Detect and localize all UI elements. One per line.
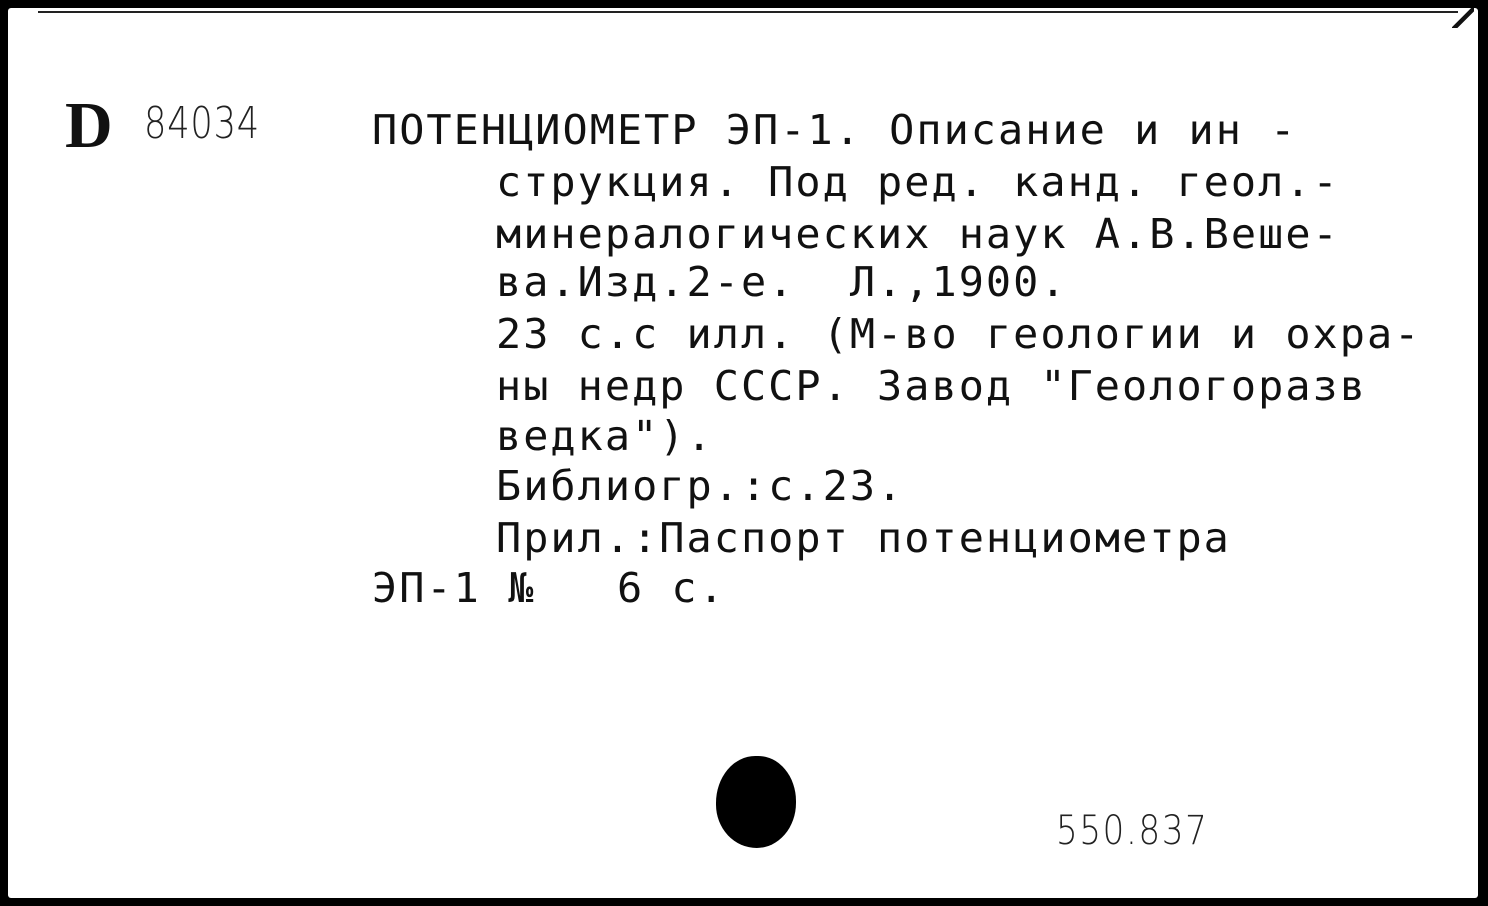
entry-line-4: ва.Изд.2-е. Л.,1900. bbox=[496, 258, 1068, 306]
classification-mark: 550.837 bbox=[1056, 808, 1209, 854]
catalog-card bbox=[8, 8, 1478, 898]
entry-line-2: струкция. Под ред. канд. геол.- bbox=[496, 158, 1340, 206]
entry-line-appendix: Прил.:Паспорт потенциометра bbox=[496, 514, 1231, 562]
entry-line-6: ны недр СССР. Завод "Геологоразв bbox=[496, 362, 1367, 410]
corner-fold-mark bbox=[1452, 8, 1474, 28]
entry-line-bibliography: Библиогр.:с.23. bbox=[496, 462, 905, 510]
entry-line-5: 23 с.с илл. (М-во геологии и охра- bbox=[496, 310, 1422, 358]
accession-number: 84034 bbox=[144, 98, 260, 149]
entry-line-title: ПОТЕНЦИОМЕТР ЭП-1. Описание и ин - bbox=[372, 106, 1298, 154]
entry-line-appendix-pages: ЭП-1 № 6 с. bbox=[372, 564, 726, 612]
punch-hole bbox=[716, 756, 796, 848]
top-edge-line bbox=[38, 11, 1458, 13]
collection-prefix-letter: D bbox=[65, 89, 113, 162]
entry-line-7: ведка"). bbox=[496, 412, 714, 460]
entry-line-3: минералогических наук А.В.Веше- bbox=[496, 210, 1340, 258]
